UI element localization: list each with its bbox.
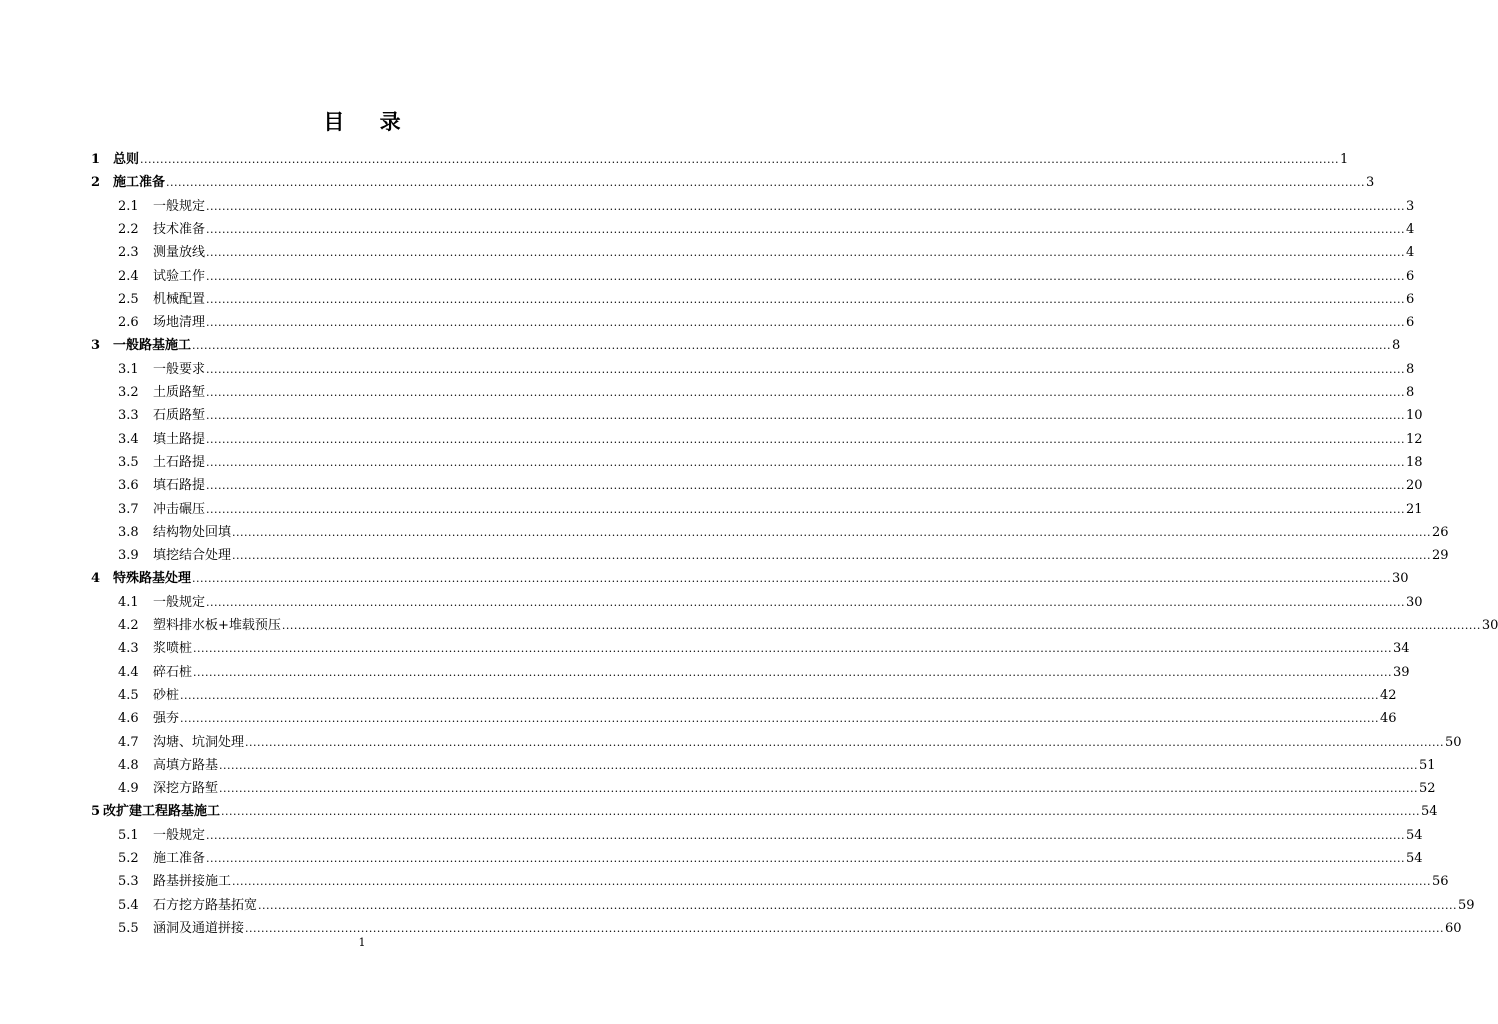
toc-entry-page: 1	[1340, 152, 1349, 167]
toc-section-entry[interactable]	[118, 197, 1415, 217]
toc-section-entry[interactable]	[118, 686, 1397, 706]
toc-section-entry[interactable]	[118, 430, 1423, 450]
toc-entry-page: 60	[1445, 920, 1462, 936]
toc-leader-dots: ............................................................................................................................................................................................................................................................................................................	[206, 595, 1405, 609]
toc-leader-dots: ............................................................................................................................................................................................................................................................................................................	[180, 688, 1379, 702]
toc-entry-number: 5	[91, 804, 101, 820]
toc-entry-number: 4.8	[118, 757, 139, 773]
toc-entry-page: 52	[1419, 781, 1436, 797]
toc-leader-dots: ............................................................................................................................................................................................................................................................................................................	[193, 665, 1392, 679]
toc-entry-page: 6	[1406, 268, 1415, 284]
toc-leader-dots: ............................................................................................................................................................................................................................................................................................................	[206, 409, 1405, 423]
toc-entry-page: 30	[1481, 618, 1498, 633]
toc-entry-number: 1	[91, 152, 101, 167]
toc-section-entry[interactable]	[118, 383, 1415, 403]
toc-entry-number: 5.2	[118, 851, 139, 866]
toc-entry-title: 机械配置	[153, 291, 206, 307]
toc-entry-page: 39	[1393, 664, 1410, 680]
toc-section-entry[interactable]	[118, 453, 1423, 473]
toc-section-entry[interactable]	[118, 243, 1415, 263]
toc-entry-title: 砂桩	[153, 687, 180, 703]
toc-section-entry[interactable]	[118, 546, 1449, 566]
toc-entry-page: 54	[1406, 827, 1423, 843]
toc-entry-page: 12	[1406, 431, 1423, 447]
toc-leader-dots: ............................................................................................................................................................................................................................................................................................................	[245, 921, 1444, 935]
toc-entry-title: 技术准备	[153, 221, 206, 237]
toc-section-entry[interactable]	[118, 872, 1449, 892]
toc-entry-page: 6	[1406, 315, 1415, 331]
toc-section-entry[interactable]	[118, 709, 1397, 729]
toc-leader-dots: ............................................................................................................................................................................................................................................................................................................	[245, 735, 1444, 749]
toc-leader-dots: ............................................................................................................................................................................................................................................................................................................	[206, 222, 1405, 236]
toc-entry-number: 4.1	[118, 594, 139, 610]
toc-entry-title: 路基拼接施工	[153, 874, 232, 890]
toc-entry-number: 4.5	[118, 687, 139, 703]
toc-entry-title: 改扩建工程路基施工	[103, 804, 221, 820]
toc-entry-title: 填土路提	[153, 431, 206, 447]
toc-leader-dots: ............................................................................................................................................................................................................................................................................................................	[221, 805, 1420, 819]
toc-entry-number: 3.4	[118, 431, 139, 447]
toc-leader-dots: ............................................................................................................................................................................................................................................................................................................	[206, 828, 1405, 842]
toc-entry-page: 4	[1406, 221, 1415, 237]
toc-leader-dots: ............................................................................................................................................................................................................................................................................................................	[206, 852, 1405, 865]
toc-entry-number: 3.6	[118, 478, 139, 494]
toc-entry-page: 6	[1406, 291, 1415, 307]
toc-leader-dots: ............................................................................................................................................................................................................................................................................................................	[206, 292, 1405, 306]
toc-section-entry[interactable]	[118, 523, 1449, 543]
toc-leader-dots: ............................................................................................................................................................................................................................................................................................................	[232, 549, 1431, 563]
page-title: 目 录	[323, 109, 415, 134]
toc-entry-number: 2.2	[118, 221, 139, 237]
toc-chapter-entry[interactable]	[91, 802, 1438, 822]
toc-leader-dots: ............................................................................................................................................................................................................................................................................................................	[140, 153, 1339, 166]
toc-section-entry[interactable]	[118, 826, 1423, 846]
toc-entry-number: 3.9	[118, 548, 139, 564]
toc-section-entry[interactable]	[118, 360, 1415, 380]
toc-entry-number: 5.5	[118, 920, 139, 936]
toc-leader-dots: ............................................................................................................................................................................................................................................................................................................	[206, 502, 1405, 516]
toc-entry-title: 一般规定	[153, 594, 206, 610]
toc-leader-dots: ............................................................................................................................................................................................................................................................................................................	[180, 712, 1379, 726]
toc-entry-number: 4.9	[118, 781, 139, 797]
toc-leader-dots: ............................................................................................................................................................................................................................................................................................................	[232, 525, 1431, 539]
toc-entry-number: 4.3	[118, 641, 139, 657]
toc-leader-dots: ............................................................................................................................................................................................................................................................................................................	[206, 362, 1405, 376]
toc-entry-title: 塑料排水板+堆载预压	[153, 618, 281, 633]
toc-entry-page: 30	[1406, 594, 1423, 610]
toc-entry-number: 5.1	[118, 827, 139, 843]
toc-section-entry[interactable]	[118, 733, 1462, 753]
toc-leader-dots: ............................................................................................................................................................................................................................................................................................................	[206, 455, 1405, 469]
page-number: 1	[358, 936, 366, 949]
toc-entry-title: 土质路堑	[153, 385, 206, 400]
toc-entry-title: 石方挖方路基拓宽	[153, 897, 258, 913]
toc-entry-page: 56	[1432, 874, 1449, 890]
toc-section-entry[interactable]	[118, 849, 1423, 869]
toc-leader-dots: ............................................................................................................................................................................................................................................................................................................	[219, 758, 1418, 772]
toc-entry-title: 沟塘、坑洞处理	[153, 734, 245, 750]
toc-entry-title: 一般规定	[153, 198, 206, 214]
toc-chapter-entry[interactable]	[91, 569, 1409, 589]
toc-entry-page: 8	[1406, 385, 1415, 400]
toc-section-entry[interactable]	[118, 500, 1423, 520]
toc-entry-page: 20	[1406, 478, 1423, 494]
toc-entry-number: 4	[91, 571, 101, 587]
toc-entry-title: 场地清理	[153, 315, 206, 331]
toc-entry-number: 3.1	[118, 361, 139, 377]
toc-entry-number: 4.6	[118, 711, 139, 727]
toc-leader-dots: ............................................................................................................................................................................................................................................................................................................	[206, 246, 1405, 260]
toc-section-entry[interactable]	[118, 593, 1423, 613]
toc-chapter-entry[interactable]	[91, 336, 1401, 356]
toc-entry-number: 2.6	[118, 315, 139, 331]
toc-entry-title: 涵洞及通道拼接	[153, 920, 245, 936]
toc-entry-title: 填石路提	[153, 478, 206, 494]
toc-entry-title: 填挖结合处理	[153, 548, 232, 564]
toc-entry-page: 8	[1406, 361, 1415, 377]
toc-entry-title: 一般规定	[153, 827, 206, 843]
toc-entry-title: 强夯	[153, 711, 180, 727]
toc-entry-page: 29	[1432, 548, 1449, 564]
toc-entry-number: 3.5	[118, 454, 139, 470]
toc-entry-title: 碎石桩	[153, 664, 193, 680]
toc-entry-page: 34	[1393, 641, 1410, 657]
toc-leader-dots: ............................................................................................................................................................................................................................................................................................................	[219, 782, 1418, 796]
toc-entry-title: 高填方路基	[153, 757, 219, 773]
toc-entry-number: 2.3	[118, 245, 139, 261]
toc-section-entry[interactable]	[118, 663, 1410, 683]
toc-entry-number: 3.3	[118, 408, 139, 424]
toc-section-entry[interactable]	[118, 639, 1410, 659]
toc-entry-page: 51	[1419, 757, 1436, 773]
toc-entry-title: 深挖方路堑	[153, 781, 219, 797]
toc-section-entry[interactable]	[118, 220, 1415, 240]
toc-leader-dots: ............................................................................................................................................................................................................................................................................................................	[192, 572, 1391, 586]
toc-entry-title: 一般路基施工	[113, 338, 192, 354]
toc-entry-page: 46	[1380, 711, 1397, 727]
toc-entry-page: 8	[1392, 338, 1401, 354]
toc-entry-page: 18	[1406, 454, 1423, 470]
toc-entry-number: 2.1	[118, 198, 139, 214]
toc-leader-dots: ............................................................................................................................................................................................................................................................................................................	[166, 176, 1365, 190]
toc-leader-dots: ............................................................................................................................................................................................................................................................................................................	[281, 619, 1481, 632]
toc-entry-title: 结构物处回填	[153, 524, 232, 540]
toc-chapter-entry[interactable]	[91, 173, 1375, 193]
toc-section-entry[interactable]	[118, 779, 1436, 799]
toc-entry-number: 4.2	[118, 618, 139, 633]
toc-entry-number: 3.8	[118, 524, 139, 540]
toc-entry-number: 2.5	[118, 291, 139, 307]
toc-entry-page: 26	[1432, 524, 1449, 540]
toc-entry-page: 54	[1421, 804, 1438, 820]
toc-entry-page: 3	[1366, 175, 1375, 191]
toc-entry-page: 59	[1458, 897, 1475, 913]
toc-entry-title: 特殊路基处理	[113, 571, 192, 587]
toc-entry-page: 10	[1406, 408, 1423, 424]
toc-leader-dots: ............................................................................................................................................................................................................................................................................................................	[206, 269, 1405, 283]
toc-section-entry[interactable]	[118, 616, 1498, 636]
toc-entry-number: 5.4	[118, 897, 139, 913]
toc-leader-dots: ............................................................................................................................................................................................................................................................................................................	[206, 199, 1405, 213]
toc-leader-dots: ............................................................................................................................................................................................................................................................................................................	[258, 898, 1457, 912]
toc-entry-title: 浆喷桩	[153, 641, 193, 657]
toc-leader-dots: ............................................................................................................................................................................................................................................................................................................	[192, 339, 1391, 353]
toc-entry-page: 54	[1406, 851, 1423, 866]
toc-entry-title: 土石路提	[153, 454, 206, 470]
toc-entry-title: 石质路堑	[153, 408, 206, 424]
toc-entry-title: 冲击碾压	[153, 501, 206, 517]
toc-entry-page: 50	[1445, 734, 1462, 750]
toc-section-entry[interactable]	[118, 267, 1415, 287]
toc-entry-page: 42	[1380, 687, 1397, 703]
toc-leader-dots: ............................................................................................................................................................................................................................................................................................................	[206, 479, 1405, 493]
toc-section-entry[interactable]	[118, 313, 1415, 333]
toc-entry-page: 30	[1392, 571, 1409, 587]
toc-section-entry[interactable]	[118, 756, 1436, 776]
toc-entry-number: 2.4	[118, 268, 139, 284]
toc-chapter-entry[interactable]	[91, 150, 1349, 170]
toc-entry-number: 3.7	[118, 501, 139, 517]
toc-leader-dots: ............................................................................................................................................................................................................................................................................................................	[193, 642, 1392, 656]
toc-leader-dots: ............................................................................................................................................................................................................................................................................................................	[206, 316, 1405, 330]
toc-entry-title: 测量放线	[153, 245, 206, 261]
toc-entry-title: 一般要求	[153, 361, 206, 377]
toc-entry-number: 2	[91, 175, 101, 191]
toc-entry-title: 试验工作	[153, 268, 206, 284]
toc-section-entry[interactable]	[118, 476, 1423, 496]
toc-leader-dots: ............................................................................................................................................................................................................................................................................................................	[232, 875, 1431, 889]
toc-leader-dots: ............................................................................................................................................................................................................................................................................................................	[206, 386, 1405, 399]
toc-entry-number: 4.4	[118, 664, 139, 680]
toc-entry-title: 总则	[113, 152, 140, 167]
toc-entry-page: 21	[1406, 501, 1423, 517]
toc-entry-number: 5.3	[118, 874, 139, 890]
toc-entry-title: 施工准备	[113, 175, 166, 191]
toc-entry-number: 3.2	[118, 385, 139, 400]
toc-entry-title: 施工准备	[153, 851, 206, 866]
toc-entry-number: 3	[91, 338, 101, 354]
toc-section-entry[interactable]	[118, 406, 1423, 426]
toc-section-entry[interactable]	[118, 896, 1475, 916]
toc-entry-number: 4.7	[118, 734, 139, 750]
toc-leader-dots: ............................................................................................................................................................................................................................................................................................................	[206, 432, 1405, 446]
toc-section-entry[interactable]	[118, 290, 1415, 310]
toc-entry-page: 4	[1406, 245, 1415, 261]
toc-entry-page: 3	[1406, 198, 1415, 214]
